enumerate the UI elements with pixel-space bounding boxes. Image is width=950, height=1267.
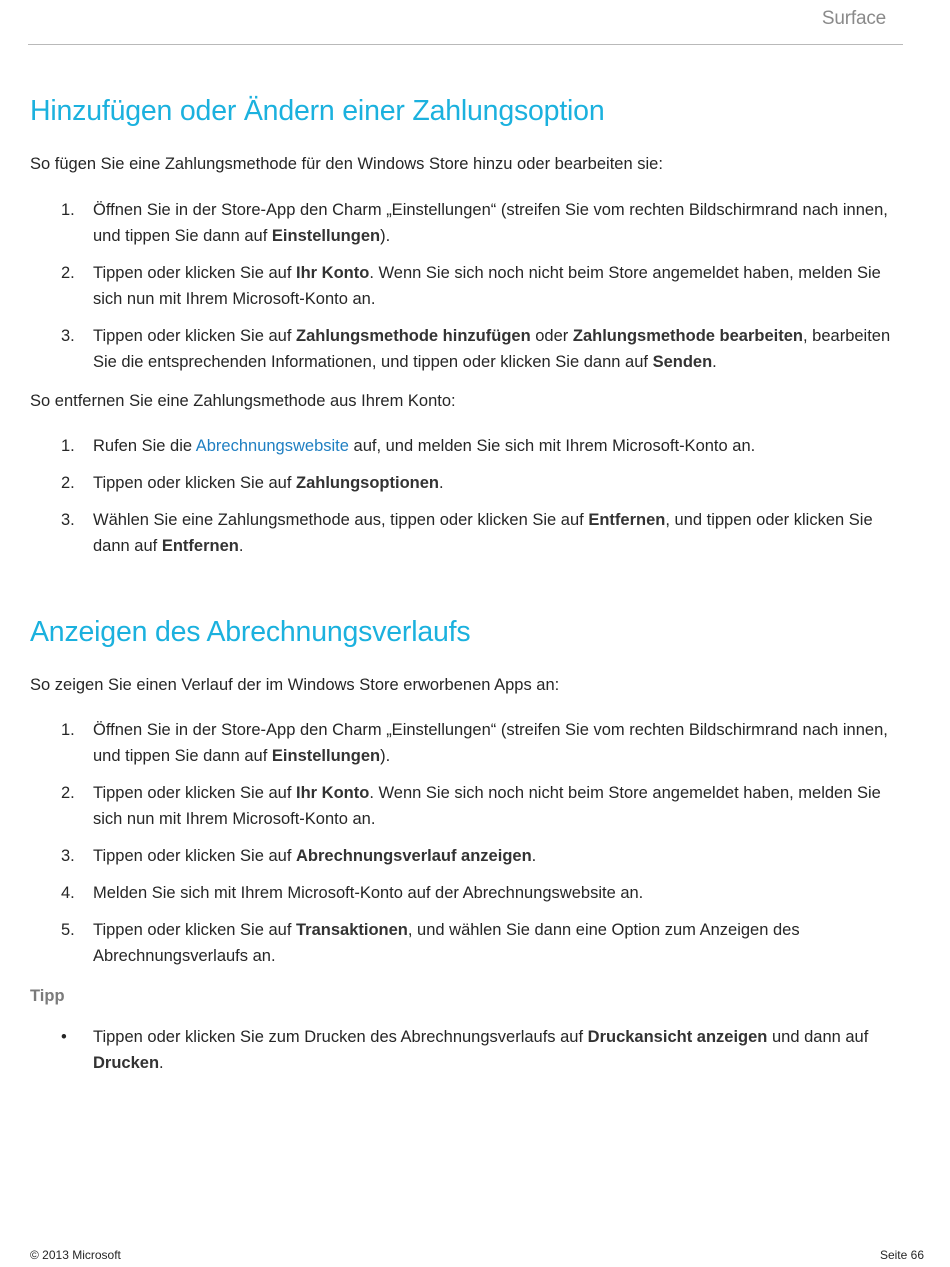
step-text: Tippen oder klicken Sie auf [93, 921, 297, 939]
step-text: . Wenn Sie sich noch nicht beim Store angemeldet haben, melden Sie sich nun mit Ihrem Microsoft-Konto an. [93, 784, 881, 828]
list-item [30, 1024, 910, 1076]
tip-text: Tippen oder klicken Sie zum Drucken des Abrechnungsverlaufs auf [93, 1028, 588, 1046]
bullet-icon: • [61, 1028, 67, 1046]
step-text: Tippen oder klicken Sie auf [93, 847, 297, 865]
step-text: . [531, 847, 537, 865]
section-title-payment: Hinzufügen oder Ändern einer Zahlungsoption [30, 95, 605, 127]
step-text: , und wählen Sie dann eine Option zum Anzeigen des Abrechnungsverlaufs an. [93, 921, 800, 965]
list-item [30, 843, 910, 869]
step-number: 5. [61, 921, 75, 939]
step-text: . Wenn Sie sich noch nicht beim Store angemeldet haben, melden Sie sich nun mit Ihrem Microsoft-Konto an. [93, 264, 881, 308]
list-item [30, 880, 910, 906]
ui-term: Entfernen [588, 511, 666, 529]
step-text: . [439, 474, 444, 492]
list-item [30, 717, 910, 769]
step-text: Melden Sie sich mit Ihrem Microsoft-Konto auf der Abrechnungswebsite an. [93, 884, 644, 902]
list-item [30, 433, 910, 459]
intro-add-payment: So fügen Sie eine Zahlungsmethode für den Windows Store hinzu oder bearbeiten sie: [30, 155, 663, 173]
ui-term: Transaktionen [296, 921, 408, 939]
step-text: Wählen Sie eine Zahlungsmethode aus, tippen oder klicken Sie auf [93, 511, 589, 529]
ui-term: Drucken [93, 1054, 160, 1072]
step-number: 2. [61, 264, 75, 282]
tip-label: Tipp [30, 987, 65, 1005]
step-text: . [238, 537, 244, 555]
step-text: , und tippen oder klicken Sie dann auf [93, 511, 873, 555]
step-number: 3. [61, 847, 75, 865]
step-text: Tippen oder klicken Sie auf [93, 327, 297, 345]
footer-copyright: © 2013 Microsoft [30, 1248, 121, 1262]
step-text: ). [380, 747, 391, 765]
add-payment-steps [30, 197, 910, 386]
intro-billing-history: So zeigen Sie einen Verlauf der im Windows Store erworbenen Apps an: [30, 676, 560, 694]
ui-term: Ihr Konto [296, 784, 370, 802]
step-number: 1. [61, 721, 75, 739]
billing-history-steps [30, 717, 910, 980]
ui-term: Einstellungen [271, 227, 381, 245]
list-item [30, 323, 910, 375]
remove-payment-steps [30, 433, 910, 570]
step-number: 2. [61, 784, 75, 802]
step-text: . [712, 353, 717, 371]
ui-term: Druckansicht anzeigen [587, 1028, 768, 1046]
step-text: Öffnen Sie in der Store-App den Charm „Einstellungen“ (streifen Sie vom rechten Bildschirmrand nach innen, und tippen Sie dann auf [93, 201, 888, 245]
billing-website-link[interactable]: Abrechnungswebsite [195, 437, 349, 455]
step-number: 1. [61, 437, 75, 455]
step-number: 1. [61, 201, 75, 219]
brand-logo: Surface [821, 8, 886, 29]
tip-text: . [159, 1054, 164, 1072]
step-text: Tippen oder klicken Sie auf [93, 474, 297, 492]
header-rule [28, 44, 903, 45]
ui-term: Zahlungsmethode bearbeiten [572, 327, 803, 345]
ui-term: Zahlungsoptionen [296, 474, 439, 492]
list-item [30, 917, 910, 969]
section-title-billing-history: Anzeigen des Abrechnungsverlaufs [30, 616, 471, 648]
step-text: Rufen Sie die [93, 437, 196, 455]
ui-term: Zahlungsmethode hinzufügen [296, 327, 531, 345]
step-text: Tippen oder klicken Sie auf [93, 264, 297, 282]
step-number: 4. [61, 884, 75, 902]
step-number: 2. [61, 474, 75, 492]
tip-list [30, 1024, 910, 1087]
ui-term: Ihr Konto [296, 264, 370, 282]
step-number: 3. [61, 327, 75, 345]
intro-remove-payment: So entfernen Sie eine Zahlungsmethode aus Ihrem Konto: [30, 392, 456, 410]
footer-page-number: Seite 66 [879, 1248, 924, 1262]
step-text: auf, und melden Sie sich mit Ihrem Microsoft-Konto an. [348, 437, 756, 455]
step-text: , bearbeiten Sie die entsprechenden Informationen, und tippen oder klicken Sie dann auf [93, 327, 891, 371]
list-item [30, 780, 910, 832]
step-number: 3. [61, 511, 75, 529]
step-text: Öffnen Sie in der Store-App den Charm „Einstellungen“ (streifen Sie vom rechten Bildschirmrand nach innen, und tippen Sie dann auf [93, 721, 888, 765]
ui-term: Einstellungen [271, 747, 381, 765]
list-item [30, 260, 910, 312]
step-text: oder [530, 327, 573, 345]
list-item [30, 197, 910, 249]
tip-text: und dann auf [767, 1028, 869, 1046]
ui-term: Abrechnungsverlauf anzeigen [296, 847, 532, 865]
ui-term: Entfernen [161, 537, 239, 555]
list-item [30, 507, 910, 559]
step-text: Tippen oder klicken Sie auf [93, 784, 297, 802]
step-text: ). [380, 227, 391, 245]
ui-term: Senden [652, 353, 713, 371]
list-item [30, 470, 910, 496]
